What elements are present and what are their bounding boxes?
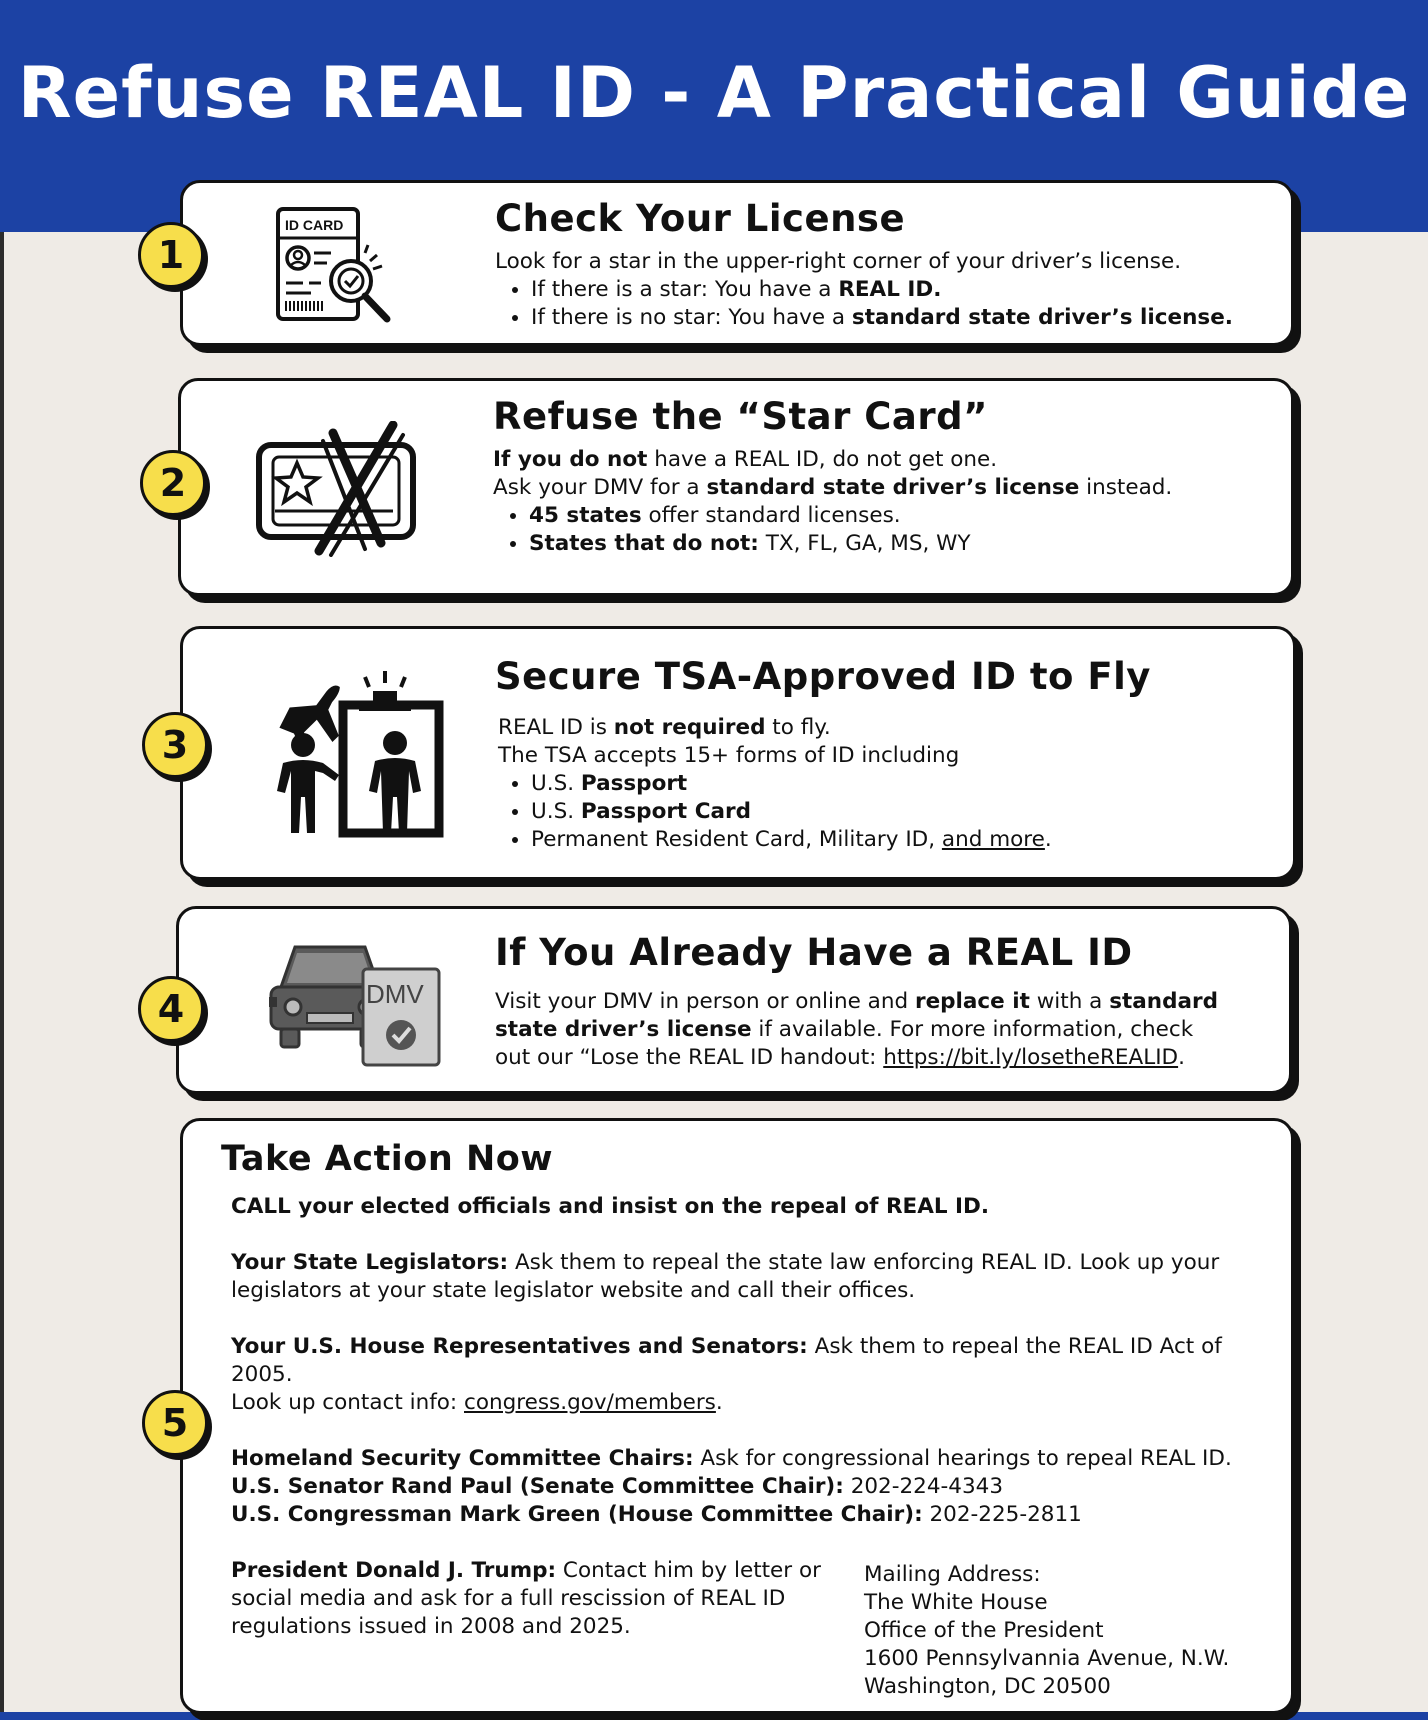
step4-title: If You Already Have a REAL ID: [495, 931, 1133, 974]
and-more-link[interactable]: and more: [941, 827, 1045, 852]
step2-bullets: [493, 502, 1273, 558]
list-item: [529, 530, 1273, 558]
bullet-text: U.S.: [531, 799, 581, 824]
emphasis: Homeland Security Committee Chairs:: [231, 1446, 694, 1471]
step4-line2: [495, 1016, 1275, 1044]
call-line: [231, 1193, 1271, 1221]
list-item: [531, 770, 1275, 798]
emphasis: standard state driver’s license: [706, 475, 1080, 500]
step1-card: [180, 180, 1294, 346]
step2-text: [493, 395, 1273, 558]
lookup-line: [231, 1389, 1271, 1417]
line-text: Ask them to repeal the state law enforcing REAL ID. Look up your: [508, 1250, 1220, 1275]
emphasis: state driver’s license: [495, 1017, 752, 1042]
address-line: 1600 Pennsylvannia Avenue, N.W.: [864, 1646, 1230, 1671]
airport-security-icon: [273, 671, 453, 841]
line-text: Ask your DMV for a: [493, 475, 707, 500]
line-text: Ask them to repeal the REAL ID Act of 2005.: [231, 1334, 1222, 1387]
address-line: Washington, DC 20500: [864, 1674, 1111, 1699]
emphasis: CALL your elected officials and insist on the repeal of REAL ID.: [231, 1194, 990, 1219]
emphasis: U.S. Senator Rand Paul (Senate Committee Chair):: [231, 1474, 844, 1499]
line-text: Look up contact info:: [231, 1390, 464, 1415]
bullet-text: Permanent Resident Card, Military ID,: [531, 827, 942, 852]
left-border: [0, 232, 4, 1720]
step2-card: [178, 378, 1294, 596]
address-line: Office of the President: [864, 1618, 1104, 1643]
emphasis: standard: [1109, 989, 1218, 1014]
list-item: [529, 502, 1273, 530]
id-card-label: ID CARD: [285, 217, 344, 233]
line-text: out our “Lose the REAL ID handout:: [495, 1045, 884, 1070]
list-item: [531, 826, 1275, 854]
step4-card: [176, 906, 1292, 1094]
address-line: The White House: [864, 1590, 1048, 1615]
line-text: if available. For more information, check: [751, 1017, 1194, 1042]
emphasis: replace it: [914, 989, 1030, 1014]
step5-text: [221, 1139, 1271, 1707]
step4-text: [495, 931, 1275, 1072]
emphasis: If you do not: [493, 447, 648, 472]
congress-members-link[interactable]: congress.gov/members: [464, 1390, 716, 1415]
list-item: [531, 798, 1275, 826]
line-text: with a: [1029, 989, 1110, 1014]
step1-intro: Look for a star in the upper-right corner of your driver’s license.: [495, 249, 1182, 274]
line-text: .: [1178, 1045, 1185, 1070]
phone-number: 202-225-2811: [922, 1502, 1082, 1527]
emphasis: President Donald J. Trump:: [231, 1558, 557, 1583]
step2-title: Refuse the “Star Card”: [493, 395, 988, 438]
step5-card: [180, 1118, 1294, 1714]
step2-line2: [493, 474, 1273, 502]
bullet-bold: standard state driver’s license.: [851, 305, 1233, 330]
bullet-bold: REAL ID.: [838, 277, 942, 302]
car-dmv-icon: [267, 939, 443, 1069]
list-item: [531, 276, 1275, 304]
president-line2: social media and ask for a full rescission of REAL ID: [231, 1586, 786, 1611]
dmv-label: DMV: [366, 979, 424, 1009]
mailing-address: [864, 1561, 1264, 1701]
line-text: instead.: [1079, 475, 1173, 500]
step3-text: [495, 655, 1275, 854]
state-legislators: [231, 1249, 1271, 1277]
mark-green-line: [231, 1501, 1271, 1529]
crossed-star-card-icon: [253, 421, 419, 557]
step5-title: Take Action Now: [221, 1139, 554, 1179]
bullet-text: U.S.: [531, 771, 581, 796]
emphasis: U.S. Congressman Mark Green (House Committee Chair):: [231, 1502, 923, 1527]
bullet-bold: States that do not:: [529, 531, 759, 556]
line-text: Contact him by letter or: [556, 1558, 821, 1583]
house-senators: [231, 1333, 1271, 1389]
state-legislators-cont: legislators at your state legislator website and call their offices.: [231, 1278, 916, 1303]
president-block: [231, 1557, 821, 1641]
step1-title: Check Your License: [495, 197, 906, 240]
bullet-text: If there is no star: You have a: [531, 305, 852, 330]
line-text: Ask for congressional hearings to repeal REAL ID.: [693, 1446, 1232, 1471]
president-line3: regulations issued in 2008 and 2025.: [231, 1614, 631, 1639]
emphasis: not required: [613, 715, 766, 740]
step5-number-badge: 5: [142, 1390, 208, 1456]
phone-number: 202-224-4343: [843, 1474, 1003, 1499]
homeland-security-chairs: [231, 1445, 1271, 1473]
line-text: Visit your DMV in person or online and: [495, 989, 915, 1014]
step1-bullets: [495, 276, 1275, 332]
line-text: have a REAL ID, do not get one.: [647, 447, 998, 472]
step3-line1: [495, 714, 1275, 742]
emphasis: Your U.S. House Representatives and Senators:: [231, 1334, 808, 1359]
bullet-text: .: [1044, 827, 1052, 852]
line-text: .: [715, 1390, 723, 1415]
step3-line2: The TSA accepts 15+ forms of ID including: [498, 743, 960, 768]
step2-line1: [493, 446, 1273, 474]
id-card-magnifier-icon: [273, 203, 403, 329]
address-line: Mailing Address:: [864, 1562, 1041, 1587]
step4-number-badge: 4: [138, 976, 204, 1042]
step3-bullets: [495, 770, 1275, 854]
step3-number-badge: 3: [142, 712, 208, 778]
list-item: [531, 304, 1275, 332]
step4-line1: [495, 988, 1275, 1016]
line-text: REAL ID is: [498, 715, 614, 740]
bullet-text: If there is a star: You have a: [531, 277, 839, 302]
bullet-bold: 45 states: [529, 503, 642, 528]
line-text: to fly.: [765, 715, 831, 740]
bullet-bold: Passport Card: [580, 799, 751, 824]
step3-card: [180, 626, 1296, 880]
bullet-bold: Passport: [580, 771, 688, 796]
emphasis: Your State Legislators:: [231, 1250, 509, 1275]
step1-text: [495, 197, 1275, 332]
bullet-text: offer standard licenses.: [641, 503, 901, 528]
step1-number-badge: 1: [138, 222, 204, 288]
step4-line3: [495, 1044, 1275, 1072]
step2-number-badge: 2: [140, 450, 206, 516]
step3-title: Secure TSA-Approved ID to Fly: [495, 655, 1151, 698]
bullet-text: TX, FL, GA, MS, WY: [758, 531, 971, 556]
page-title: Refuse REAL ID - A Practical Guide: [17, 52, 1411, 134]
rand-paul-line: [231, 1473, 1271, 1501]
president-line1: [231, 1557, 821, 1585]
handout-link[interactable]: https://bit.ly/losetheREALID: [883, 1045, 1179, 1070]
